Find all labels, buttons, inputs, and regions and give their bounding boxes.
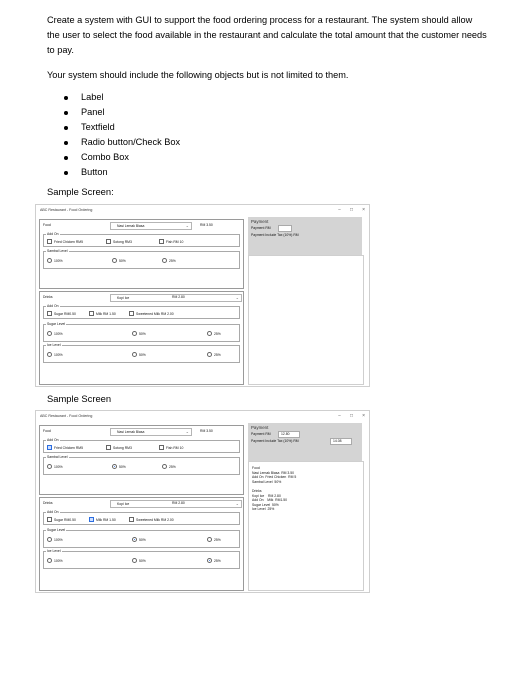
order-summary-area <box>248 255 364 385</box>
payment-panel <box>248 217 362 255</box>
list-item: Panel <box>64 105 180 120</box>
window-titlebar <box>36 411 369 422</box>
order-summary-area <box>248 461 364 591</box>
ice-50[interactable]: 50% <box>132 352 146 357</box>
payment-title: Payment <box>251 219 269 224</box>
sambal-100[interactable]: 100% <box>47 258 63 263</box>
ice-level-group: Ice Level 100% 50% 25% <box>43 551 240 569</box>
bullet-icon <box>64 171 68 175</box>
bullet-icon <box>64 111 68 115</box>
payment-rm-label: Payment RM <box>251 226 271 230</box>
maximize-icon[interactable]: □ <box>350 207 354 213</box>
payment-tax-field[interactable]: 14.08 <box>330 438 352 445</box>
chevron-down-icon: ⌄ <box>235 501 239 506</box>
sugar-level-group: Sugar Level 100% 50% 25% <box>43 530 240 548</box>
addon-milk[interactable]: Milk RM 1.50 <box>89 517 116 522</box>
addon-sugar[interactable]: Sugar RM0.50 <box>47 517 76 522</box>
caption-sample-screen-2: Sample Screen <box>47 393 112 404</box>
sugar-25[interactable]: 25% <box>207 537 221 542</box>
sugar-50[interactable]: 50% <box>132 331 146 336</box>
payment-rm-label: Payment RM <box>251 432 271 436</box>
sambal-50[interactable]: 50% <box>112 258 126 263</box>
addon-sweetened-milk[interactable]: Sweetened Milk RM 2.00 <box>129 311 174 316</box>
addon-sotong[interactable]: Sotong RM3 <box>106 239 132 244</box>
drink-addon-group: Add On Sugar RM0.50 Milk RM 1.50 Sweetened Milk RM 2.00 <box>43 306 240 319</box>
drinks-panel <box>39 497 244 591</box>
food-combo[interactable]: Nasi Lemak Biasa ⌄ <box>110 428 192 436</box>
list-item: Combo Box <box>64 150 180 165</box>
minimize-icon[interactable]: − <box>338 413 342 419</box>
window-titlebar <box>36 205 369 216</box>
requirement-text: Your system should include the following objects but is not limited to them. <box>47 70 349 80</box>
ice-25[interactable]: 25% <box>207 352 221 357</box>
sample-window-2 <box>35 410 370 593</box>
addon-fried-chicken[interactable]: Fried Chicken RM5 <box>47 239 83 244</box>
drink-addon-group: Add On Sugar RM0.50 Milk RM 1.50 Sweetened Milk RM 2.00 <box>43 512 240 525</box>
sugar-25[interactable]: 25% <box>207 331 221 336</box>
drinks-label: Drinks <box>43 295 53 299</box>
sambal-level-group: Sambal Level 100% 50% 25% <box>43 251 240 269</box>
food-panel <box>39 425 244 495</box>
drinks-combo[interactable]: Kopi Ice ⌄ <box>110 294 242 302</box>
sambal-100[interactable]: 100% <box>47 464 63 469</box>
ice-50[interactable]: 50% <box>132 558 146 563</box>
order-summary-text: Food Nasi Lemak Biasa RM 3.50 Add On Fried Chicken RM 5 Sambal Level 50% Drinks Kopi Ice RM 2.80 Add On Milk RM1.50 Sugar Level 50% Ice Level 25% <box>252 466 297 512</box>
addon-sweetened-milk[interactable]: Sweetened Milk RM 2.00 <box>129 517 174 522</box>
food-combo[interactable]: Nasi Lemak Biasa ⌄ <box>110 222 192 230</box>
payment-tax-label: Payment Include Tax (10%) RM <box>251 233 299 237</box>
drinks-panel <box>39 291 244 385</box>
ice-100[interactable]: 100% <box>47 558 63 563</box>
bullet-icon <box>64 141 68 145</box>
list-item: Textfield <box>64 120 180 135</box>
addon-fish[interactable]: Fish RM 10 <box>159 239 183 244</box>
ice-25[interactable]: 25% <box>207 558 221 563</box>
drinks-price: RM 2.80 <box>172 501 185 505</box>
addon-fish[interactable]: Fish RM 10 <box>159 445 183 450</box>
addon-milk[interactable]: Milk RM 1.50 <box>89 311 116 316</box>
ice-level-group: Ice Level 100% 50% 25% <box>43 345 240 363</box>
close-icon[interactable]: × <box>362 413 365 419</box>
sugar-100[interactable]: 100% <box>47 331 63 336</box>
payment-title: Payment <box>251 425 269 430</box>
minimize-icon[interactable]: − <box>338 207 342 213</box>
food-panel <box>39 219 244 289</box>
payment-rm-field[interactable]: 12.80 <box>278 431 300 438</box>
sambal-50[interactable]: 50% <box>112 464 126 469</box>
payment-panel <box>248 423 362 461</box>
chevron-down-icon: ⌄ <box>235 295 239 300</box>
list-item: Label <box>64 90 180 105</box>
sugar-level-group: Sugar Level 100% 50% 25% <box>43 324 240 342</box>
sambal-25[interactable]: 25% <box>162 464 176 469</box>
food-addon-group: Add On Fried Chicken RM5 Sotong RM3 Fish RM 10 <box>43 234 240 247</box>
food-label: Food <box>43 429 51 433</box>
caption-sample-screen-1: Sample Screen: <box>47 186 114 197</box>
addon-sugar[interactable]: Sugar RM0.50 <box>47 311 76 316</box>
chevron-down-icon: ⌄ <box>185 223 189 228</box>
bullet-icon <box>64 96 68 100</box>
intro-paragraph: Create a system with GUI to support the food ordering process for a restaurant. The system should allow the user to select the food available in the restaurant and calculate the total amount that the customer needs to pay. <box>47 15 487 55</box>
window-title: ABC Restaurant - Food Ordering <box>40 208 93 212</box>
sample-window-1 <box>35 204 370 387</box>
ice-100[interactable]: 100% <box>47 352 63 357</box>
drinks-price: RM 2.80 <box>172 295 185 299</box>
addon-sotong[interactable]: Sotong RM3 <box>106 445 132 450</box>
food-price: RM 3.50 <box>200 223 213 227</box>
window-title: ABC Restaurant - Food Ordering <box>40 414 93 418</box>
drinks-label: Drinks <box>43 501 53 505</box>
close-icon[interactable]: × <box>362 207 365 213</box>
payment-tax-label: Payment Include Tax (10%) RM <box>251 439 299 443</box>
sambal-25[interactable]: 25% <box>162 258 176 263</box>
maximize-icon[interactable]: □ <box>350 413 354 419</box>
list-item: Button <box>64 165 180 180</box>
addon-fried-chicken[interactable]: Fried Chicken RM5 <box>47 445 83 450</box>
list-item: Radio button/Check Box <box>64 135 180 150</box>
sambal-level-group: Sambal Level 100% 50% 25% <box>43 457 240 475</box>
bullet-icon <box>64 126 68 130</box>
food-addon-group: Add On Fried Chicken RM5 Sotong RM3 Fish RM 10 <box>43 440 240 453</box>
chevron-down-icon: ⌄ <box>185 429 189 434</box>
food-label: Food <box>43 223 51 227</box>
payment-rm-field[interactable] <box>278 225 292 232</box>
objects-list <box>64 90 180 180</box>
food-price: RM 3.50 <box>200 429 213 433</box>
sugar-100[interactable]: 100% <box>47 537 63 542</box>
sugar-50[interactable]: 50% <box>132 537 146 542</box>
bullet-icon <box>64 156 68 160</box>
drinks-combo[interactable]: Kopi Ice ⌄ <box>110 500 242 508</box>
